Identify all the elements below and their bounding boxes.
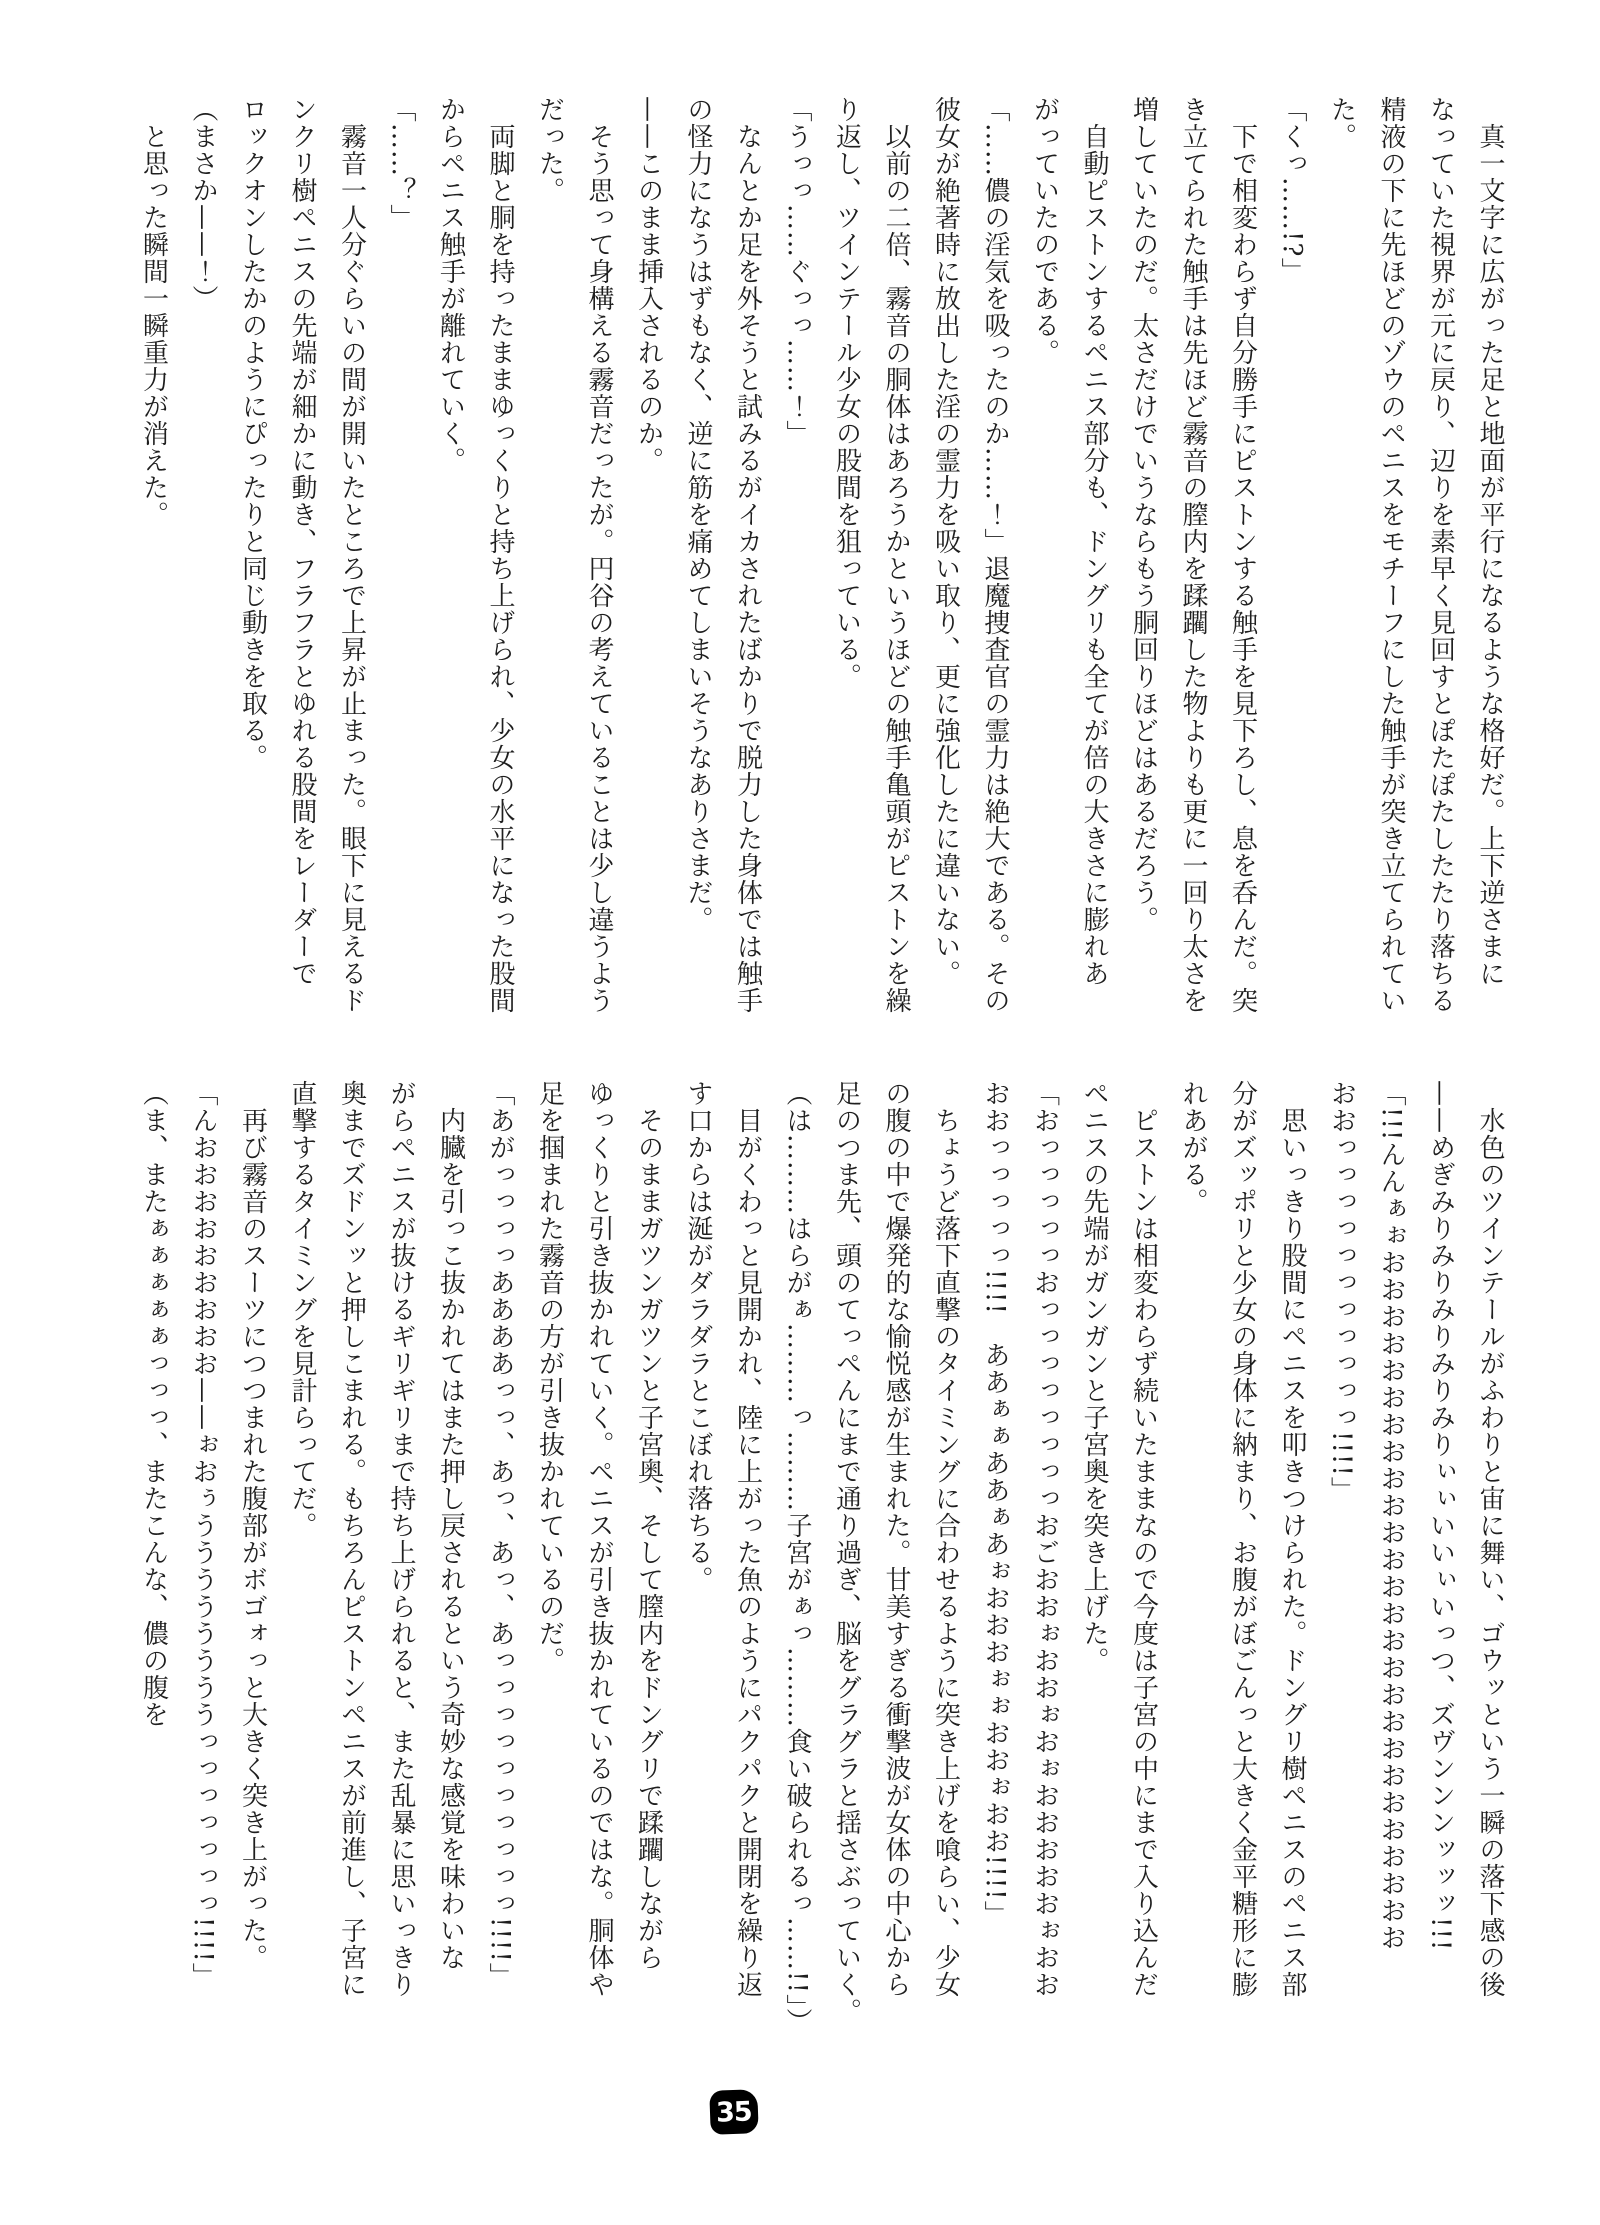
text-column: 分がズッポリと少女の身体に納まり、お腹がぼごんっと大きく金平糖形に膨 (1227, 1080, 1258, 1998)
text-column: （まさか——！） (188, 96, 218, 312)
text-column: 「くっ……!?」 (1277, 96, 1307, 285)
text-column: がっていたのである。 (1029, 96, 1060, 366)
text-column: 自動ピストンするペニス部分も、ドングリも全てが倍の大きさに膨れあ (1079, 96, 1109, 987)
text-block-lower (128, 1080, 1514, 2035)
text-column: と思った瞬間一瞬重力が消えた。 (138, 96, 169, 528)
text-column: ペニスの先端がガンガンと子宮奥を突き上げた。 (1079, 1080, 1109, 1674)
text-column: 水色のツインテールがふわりと宙に舞い、ゴウッという一瞬の落下感の後 (1475, 1080, 1505, 1998)
text-column: れあがる。 (1178, 1080, 1208, 1215)
text-column: 「……？」 (386, 96, 416, 231)
text-column: おおっっっっっっっっっっっ!!!!」 (1326, 1080, 1357, 1504)
text-column: （ま、またぁぁぁぁぁっっっ、またこんな、儂の腹を (138, 1080, 169, 1728)
text-column: がらペニスが抜けるギリギリまで持ち上げられると、また乱暴に思いっきり (386, 1080, 416, 1998)
text-column: 下で相変わらず自分勝手にピストンする触手を見下ろし、息を呑んだ。突 (1227, 96, 1258, 1014)
text-column: 「あがっっっっああああっっ、あっ、あっ、あっっっっっっっっっっ!!!!」 (485, 1080, 515, 1990)
text-column: 精液の下に先ほどのゾウのペニスをモチーフにした触手が突き立てられてい (1376, 96, 1406, 1014)
text-column: なっていた視界が元に戻り、辺りを素早く見回すとぽたぽたしたたり落ちる (1425, 96, 1456, 1014)
text-column: おおっっっっっ!!!! ああぁぁああぁあぉおおおぉぉおおぉおお!!!!」 (980, 1080, 1010, 1928)
text-column: 「……儂の淫気を吸ったのか……！」退魔捜査官の霊力は絶大である。その (980, 96, 1010, 1014)
text-column: ゆっくりと引き抜かれていく。ペニスが引き抜かれているのではな。胴体や (584, 1080, 614, 1998)
text-column: ——このまま挿入されるのか。 (633, 96, 664, 474)
text-column: そう思って身構える霧音だったが。円谷の考えていることは少し違うよう (584, 96, 614, 1014)
text-column: 増していたのだ。太さだけでいうならもう胴回りほどはあるだろう。 (1128, 96, 1159, 933)
text-column: の腹の中で爆発的な愉悦感が生まれた。甘美すぎる衝撃波が女体の中心から (881, 1080, 911, 1998)
text-column: 足を掴まれた霧音の方が引き抜かれているのだ。 (534, 1080, 565, 1674)
text-column: 彼女が絶著時に放出した淫の霊力を吸い取り、更に強化したに違いない。 (930, 96, 961, 987)
text-column: 足のつま先、頭のてっぺんにまで通り過ぎ、脳をグラグラと揺さぶっていく。 (831, 1080, 862, 2025)
text-column: 内臓を引っこ抜かれてはまた押し戻されるという奇妙な感覚を味わいな (435, 1080, 466, 1971)
text-column: 「うっっ……ぐっっ……！」 (782, 96, 812, 447)
text-column: ピストンは相変わらず続いたままなので今度は子宮の中にまで入り込んだ (1128, 1080, 1159, 1998)
text-column: 「!!!んんぁぉおおおおおおおおおおおおおおおおおおおおおおおおおお (1376, 1080, 1406, 1952)
text-column: からペニス触手が離れていく。 (435, 96, 466, 474)
text-column: た。 (1326, 96, 1357, 150)
text-column: 霧音一人分ぐらいの間が開いたところで上昇が止まった。眼下に見えるド (336, 96, 367, 1014)
page-number-badge (709, 2089, 758, 2135)
text-column: 両脚と胴を持ったままゆっくりと持ち上げられ、少女の水平になった股間 (485, 96, 515, 1014)
text-column: 以前の二倍、霧音の胴体はあろうかというほどの触手亀頭がピストンを繰 (881, 96, 911, 1014)
text-column: ちょうど落下直撃のタイミングに合わせるように突き上げを喰らい、少女 (930, 1080, 961, 1998)
text-column: の怪力になうはずもなく、逆に筋を痛めてしまいそうなありさまだ。 (683, 96, 713, 933)
text-column: す口からは涎がダラダラとこぼれ落ちる。 (683, 1080, 713, 1593)
text-column: なんとか足を外そうと試みるがイカされたばかりで脱力した身体では触手 (732, 96, 763, 1014)
text-column: そのままガツンガツンと子宮奥、そして膣内をドングリで蹂躙しながら (633, 1080, 664, 1971)
text-column: ロックオンしたかのようにぴったりと同じ動きを取る。 (237, 96, 268, 771)
text-column: 直撃するタイミングを見計らってだ。 (287, 1080, 317, 1539)
text-column: 再び霧音のスーツにつつまれた腹部がボゴォっと大きく突き上がった。 (237, 1080, 268, 1971)
page-number: 35 (715, 2095, 753, 2129)
text-block-upper (128, 96, 1514, 1038)
text-column: （は………はらがぁ………っ………子宮がぁっ………食い破られるっ……!!」） (782, 1080, 812, 2035)
text-column: り返し、ツインテール少女の股間を狙っている。 (831, 96, 862, 690)
text-column: 思いっきり股間にペニスを叩きつけられた。ドングリ樹ペニスのペニス部 (1277, 1080, 1307, 1998)
text-column: き立てられた触手は先ほど霧音の膣内を蹂躙した物よりも更に一回り太さを (1178, 96, 1208, 1014)
text-column: 奥までズドンッと押しこまれる。もちろんピストンペニスが前進し、子宮に (336, 1080, 367, 1998)
text-column: 目がくわっと見開かれ、陸に上がった魚のようにパクパクと開閉を繰り返 (732, 1080, 763, 1998)
text-column: 「んおおおおおおおおお——ぉおぅううううううううっっっっっっっ!!!!」 (188, 1080, 218, 1990)
text-column: 「おっっっっっおっっっっっっっっおごおおぉおおぉおぉおおおおおぉおお (1029, 1080, 1060, 1998)
text-column: だった。 (534, 96, 565, 204)
text-column: ンクリ樹ペニスの先端が細かに動き、フラフラとゆれる股間をレーダーで (287, 96, 317, 987)
text-column: ——めぎみりみりみりみりみりぃぃいいぃいっつ、ズヴンンンッッッ!!! (1425, 1080, 1456, 1952)
text-column: 真一文字に広がった足と地面が平行になるような格好だ。上下逆さまに (1475, 96, 1505, 987)
